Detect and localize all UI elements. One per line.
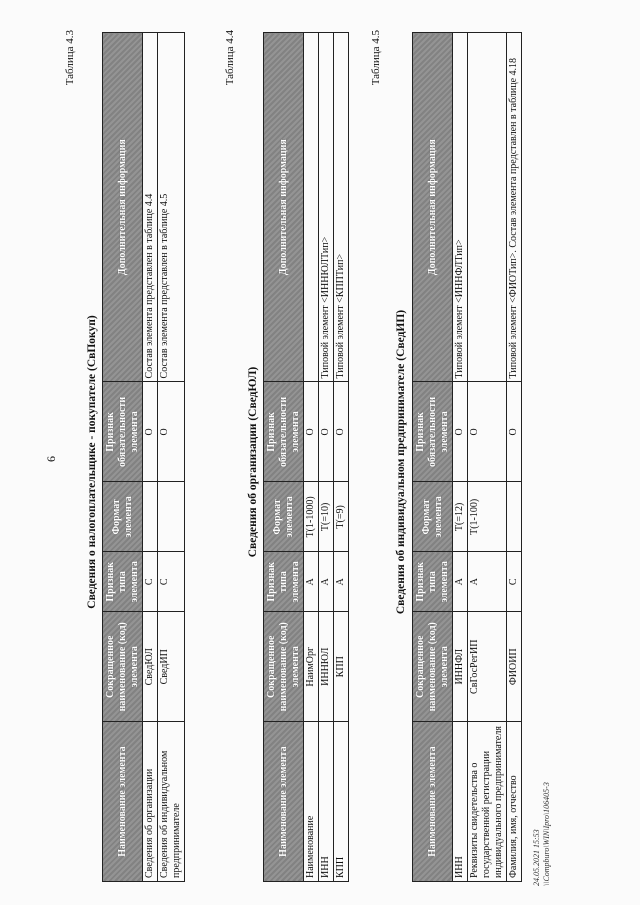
stamp-path: \\Compburo\WIN\Ipro\106405-3 [542, 782, 551, 886]
table-cell: ФИОИП [507, 612, 522, 722]
table-cell: О [468, 382, 507, 482]
header-cell: Сокращенное наименование (код) элемента [413, 612, 453, 722]
table-cell: СведЮЛ [143, 612, 158, 722]
table-cell: Состав элемента представлен в таблице 4.5 [158, 33, 185, 382]
table-cell [468, 33, 507, 382]
header-cell: Сокращенное наименование (код) элемента [103, 612, 143, 722]
table-cell: ИННФЛ [453, 612, 468, 722]
table-cell [143, 482, 158, 552]
table-cell [304, 33, 319, 382]
table-4-4-caption: Таблица 4.4 [224, 30, 236, 86]
table-row [468, 33, 507, 882]
header-cell: Признак типа элемента [413, 552, 453, 612]
table-cell: Фамилия, имя, отчество [507, 722, 522, 882]
table-4-5 [412, 32, 522, 882]
table-4-4 [263, 32, 349, 882]
table-cell: С [158, 552, 185, 612]
table-cell [158, 482, 185, 552]
table-cell: ИНН [453, 722, 468, 882]
table-cell: А [334, 552, 349, 612]
table-cell: Типовой элемент <КППТип> [334, 33, 349, 382]
table-cell: С [143, 552, 158, 612]
table-4-4-title: Сведения об организации (СведЮЛ) [247, 366, 259, 558]
table-cell: T(=10) [319, 482, 334, 552]
table-cell: Типовой элемент <ФИОТип>. Состав элемента представлен в таблице 4.18 [507, 33, 522, 382]
header-cell: Дополнительная информация [264, 33, 304, 382]
table-cell: T(1-1000) [304, 482, 319, 552]
table-4-3 [102, 32, 185, 882]
table-cell: КПП [334, 722, 349, 882]
table-row [507, 33, 522, 882]
page-number: 6 [44, 456, 58, 462]
table-cell: T(1-100) [468, 482, 507, 552]
header-cell: Признак обязательности элемента [413, 382, 453, 482]
table-4-5-caption: Таблица 4.5 [370, 30, 382, 86]
table-cell: СведИП [158, 612, 185, 722]
header-cell: Дополнительная информация [103, 33, 143, 382]
header-cell: Формат элемента [413, 482, 453, 552]
table-row [304, 33, 319, 882]
table-cell: А [304, 552, 319, 612]
table-cell [507, 482, 522, 552]
table-cell: Состав элемента представлен в таблице 4.4 [143, 33, 158, 382]
header-cell: Признак обязательности элемента [264, 382, 304, 482]
table-cell: ИННЮЛ [319, 612, 334, 722]
print-stamp [532, 782, 552, 886]
rotated-document [40, 12, 600, 892]
table-cell: СвГосРегИП [468, 612, 507, 722]
table-cell: T(=9) [334, 482, 349, 552]
table-cell: С [507, 552, 522, 612]
table-cell: О [334, 382, 349, 482]
table-row [319, 33, 334, 882]
header-cell: Признак типа элемента [103, 552, 143, 612]
table-cell: Реквизиты свидетельства о государственной регистрации индивидуального предпринимателя [468, 722, 507, 882]
table-cell: О [319, 382, 334, 482]
table-cell: Наименование [304, 722, 319, 882]
table-row [143, 33, 158, 882]
table-cell: О [453, 382, 468, 482]
table-cell: О [158, 382, 185, 482]
table-4-3-caption: Таблица 4.3 [64, 30, 76, 86]
header-cell: Наименование элемента [413, 722, 453, 882]
header-cell: Наименование элемента [103, 722, 143, 882]
table-4-5-title: Сведения об индивидуальном предпринимателе (СведИП) [395, 309, 407, 615]
table-row [158, 33, 185, 882]
table-cell: ИНН [319, 722, 334, 882]
table-cell: Типовой элемент <ИННЮЛТип> [319, 33, 334, 382]
table-row [453, 33, 468, 882]
header-cell: Признак типа элемента [264, 552, 304, 612]
header-cell: Формат элемента [103, 482, 143, 552]
header-cell: Сокращенное наименование (код) элемента [264, 612, 304, 722]
header-cell: Признак обязательности элемента [103, 382, 143, 482]
table-cell: А [319, 552, 334, 612]
table-header-row [103, 33, 143, 882]
table-cell: О [143, 382, 158, 482]
header-cell: Формат элемента [264, 482, 304, 552]
table-cell: КПП [334, 612, 349, 722]
table-row [334, 33, 349, 882]
table-cell: T(=12) [453, 482, 468, 552]
table-cell: Сведения об индивидуальном предпринимателе [158, 722, 185, 882]
table-cell: НаимОрг [304, 612, 319, 722]
table-cell: Сведения об организации [143, 722, 158, 882]
header-cell: Дополнительная информация [413, 33, 453, 382]
table-header-row [264, 33, 304, 882]
stamp-date: 24.05.2021 15:53 [532, 829, 541, 886]
table-cell: О [507, 382, 522, 482]
table-cell: Типовой элемент <ИННФЛТип> [453, 33, 468, 382]
table-header-row [413, 33, 453, 882]
header-cell: Наименование элемента [264, 722, 304, 882]
table-cell: А [453, 552, 468, 612]
table-cell: О [304, 382, 319, 482]
table-cell: А [468, 552, 507, 612]
table-4-3-title: Сведения о налогоплательщике - покупателе (СвПокуп) [86, 315, 98, 609]
